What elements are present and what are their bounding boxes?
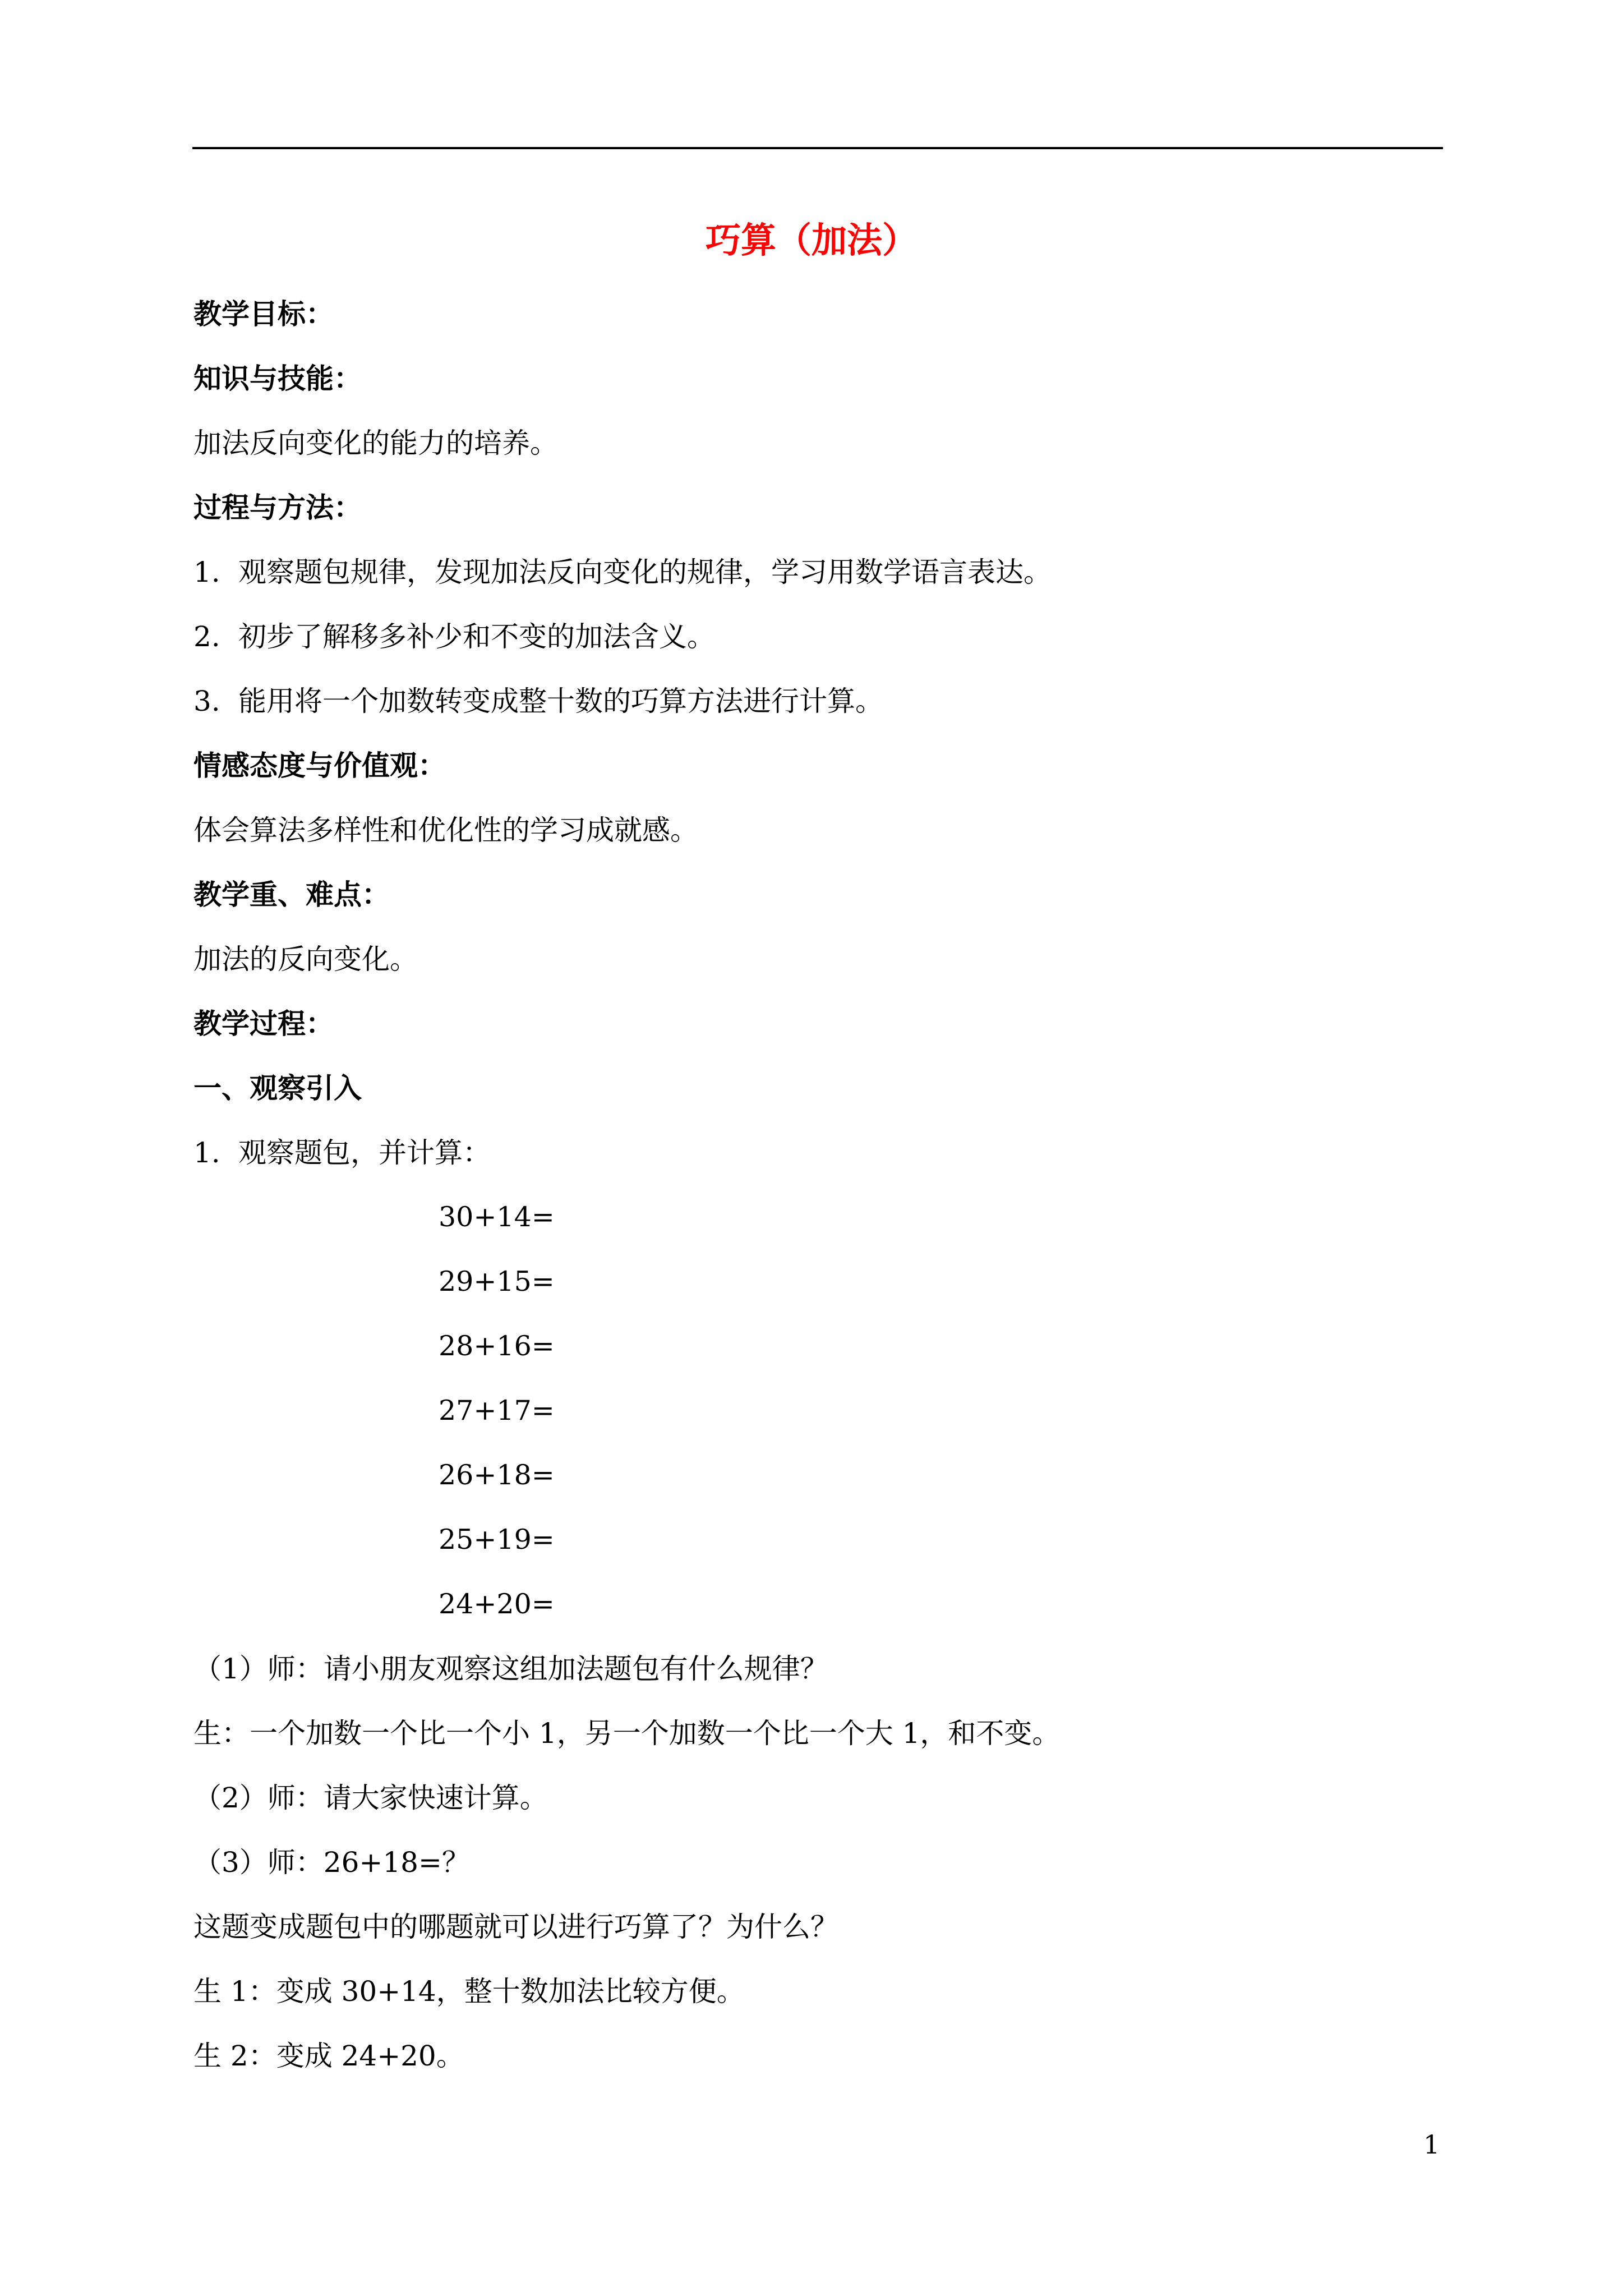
document-title: 巧算（加法） (706, 219, 917, 261)
process-item (193, 555, 1052, 589)
expression: 30+14= (439, 1201, 555, 1233)
header-rule (192, 147, 1443, 149)
dialogue-line: 这题变成题包中的哪题就可以进行巧算了？为什么？ (193, 1911, 838, 1943)
expression: 25+19= (439, 1524, 555, 1556)
key-points-text: 加法的反向变化。 (193, 943, 418, 976)
process-item-number: 1. (193, 556, 220, 588)
process-item (193, 684, 883, 718)
dialogue-line: （3）师：26+18=？ (193, 1846, 470, 1879)
process-heading: 过程与方法： (193, 491, 362, 524)
step1-text: 观察题包，并计算： (238, 1137, 491, 1169)
emotion-text: 体会算法多样性和优化性的学习成就感。 (193, 814, 698, 846)
expression: 27+17= (439, 1395, 555, 1427)
dialogue-line: 生：一个加数一个比一个小 1，另一个加数一个比一个大 1，和不变。 (193, 1717, 1061, 1750)
expression: 26+18= (439, 1459, 555, 1491)
key-points-heading: 教学重、难点： (193, 878, 390, 911)
knowledge-text: 加法反向变化的能力的培养。 (193, 427, 558, 459)
emotion-heading: 情感态度与价值观： (193, 749, 446, 782)
process-item (193, 620, 715, 654)
procedure-heading: 教学过程： (193, 1007, 334, 1040)
objectives-heading: 教学目标： (193, 297, 334, 330)
process-item-text: 初步了解移多补少和不变的加法含义。 (238, 620, 715, 653)
dialogue-line: 生 1：变成 30+14，整十数加法比较方便。 (193, 1975, 745, 2008)
step1-line (193, 1136, 491, 1170)
process-item-text: 观察题包规律，发现加法反向变化的规律，学习用数学语言表达。 (238, 556, 1052, 588)
page-number: 1 (1423, 2129, 1440, 2160)
knowledge-heading: 知识与技能： (193, 362, 362, 395)
expression: 29+15= (439, 1266, 555, 1297)
process-item-number: 3. (193, 685, 220, 717)
process-item-number: 2. (193, 620, 220, 653)
process-item-text: 能用将一个加数转变成整十数的巧算方法进行计算。 (238, 685, 883, 717)
part1-heading: 一、观察引入 (193, 1071, 362, 1105)
dialogue-line: （1）师：请小朋友观察这组加法题包有什么规律？ (193, 1653, 828, 1685)
expression: 28+16= (439, 1330, 555, 1362)
step1-number: 1. (193, 1137, 220, 1169)
dialogue-line: （2）师：请大家快速计算。 (193, 1782, 548, 1814)
dialogue-line: 生 2：变成 24+20。 (193, 2040, 464, 2072)
expression: 24+20= (439, 1588, 555, 1620)
